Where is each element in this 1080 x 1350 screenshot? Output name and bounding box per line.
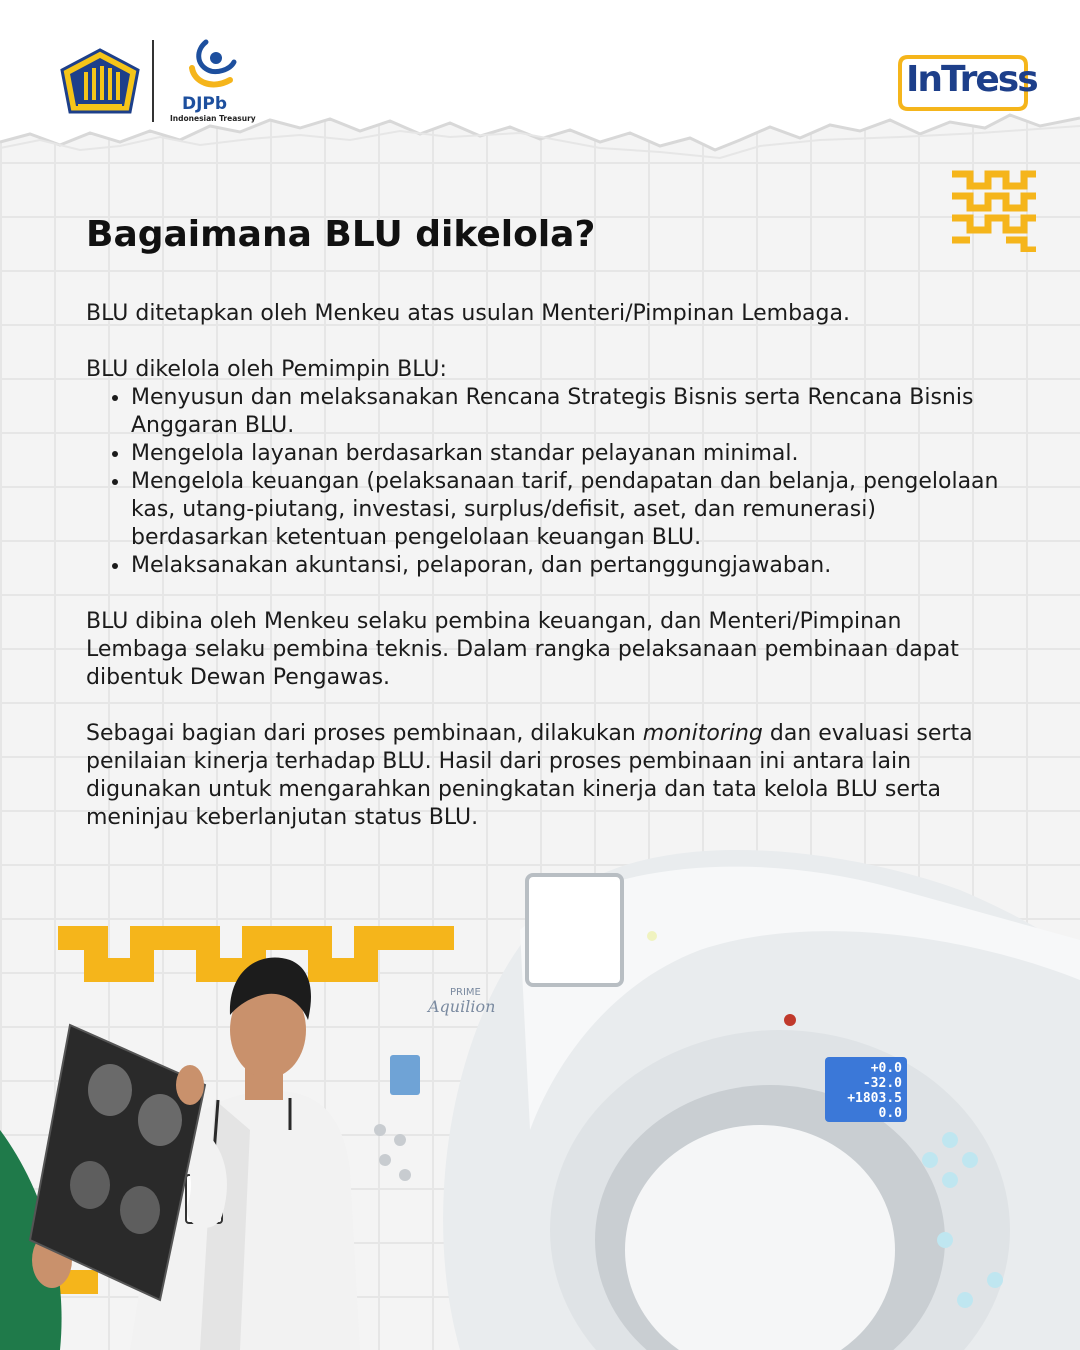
monitoring-emphasis: monitoring: [642, 721, 763, 746]
list-item: • Mengelola layanan berdasarkan standar pelayanan minimal.: [131, 440, 1006, 468]
responsibility-list: [86, 384, 1006, 580]
scanner-brand-label: Aquilion: [428, 997, 496, 1016]
monitoring-text-before: Sebagai bagian dari proses pembinaan, dilakukan: [86, 721, 643, 746]
paragraph-appointment: BLU ditetapkan oleh Menkeu atas usulan Menteri/Pimpinan Lembaga.: [86, 301, 850, 326]
paragraph-supervision: BLU dibina oleh Menkeu selaku pembina keuangan, dan Menteri/Pimpinan Lembaga selaku pembina teknis. Dalam rangka pelaksanaan pembinaan dapat dibentuk Dewan Pengawas.: [86, 609, 959, 690]
paragraph-management-intro: BLU dikelola oleh Pemimpin BLU:: [86, 357, 447, 382]
djpb-subtitle: Indonesian Treasury: [170, 114, 256, 123]
intress-logo: [898, 53, 1037, 113]
djpb-logo: [170, 38, 260, 124]
display-readout-line: +0.0: [870, 1061, 902, 1076]
page-title: Bagaimana BLU dikelola?: [86, 214, 596, 255]
intress-logo-text: InTress: [906, 59, 1037, 100]
djpb-title: DJPb: [182, 94, 228, 114]
list-item: • Menyusun dan melaksanakan Rencana Strategis Bisnis serta Rencana Bisnis Anggaran BLU.: [131, 384, 1006, 440]
display-readout-line: +1803.5: [847, 1091, 902, 1106]
paragraph-monitoring: [86, 720, 1006, 832]
display-readout-line: 0.0: [878, 1106, 902, 1121]
logo-divider: [152, 40, 154, 122]
list-item: • Melaksanakan akuntansi, pelaporan, dan pertanggungjawaban.: [131, 552, 1006, 580]
list-item: • Mengelola keuangan (pelaksanaan tarif, pendapatan dan belanja, pengelolaan kas, utang-piutang, investasi, surplus/defisit, aset, dan remunerasi) berdasarkan ketentuan pengelolaan keuangan BLU.: [131, 468, 1006, 552]
zigzag-decoration: [950, 168, 1038, 252]
scanner-model-label: PRIME: [450, 987, 481, 998]
ct-scanner-photo: [0, 830, 1080, 1350]
djpb-emblem-icon: [178, 38, 248, 94]
article-body: [86, 300, 1006, 832]
monitoring-text-after: dan evaluasi serta penilaian kinerja terhadap BLU. Hasil dari proses pembinaan ini antara lain digunakan untuk mengarahkan peningkatan kinerja dan tata kelola BLU serta meninjau keberlanjutan status BLU.: [86, 721, 973, 830]
kemenkeu-logo: [60, 48, 140, 118]
display-readout-line: -32.0: [862, 1076, 902, 1091]
